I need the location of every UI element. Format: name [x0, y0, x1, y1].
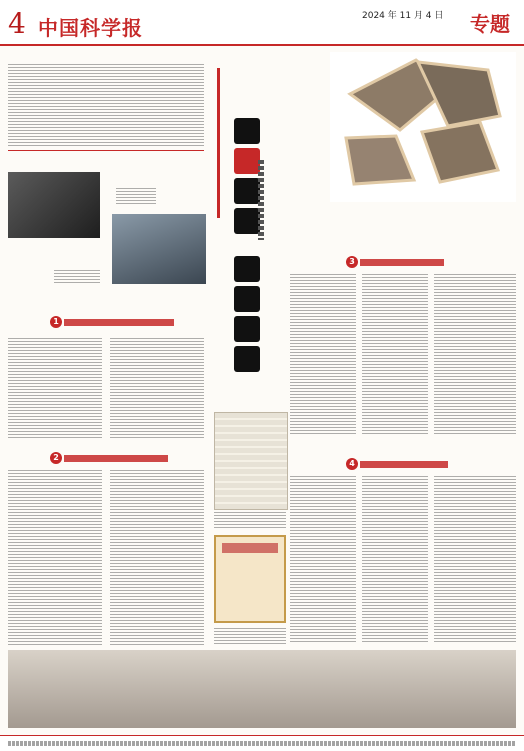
- headline-glyph: [234, 118, 260, 144]
- section-1-text-b: [110, 338, 204, 438]
- photo-caption-1: [116, 188, 156, 204]
- steel-pieces-illustration: [330, 52, 516, 202]
- section-number: 3: [346, 256, 358, 268]
- headline-glyph: [234, 346, 260, 372]
- headline-glyph: [234, 316, 260, 342]
- section-title-bar: [360, 461, 448, 468]
- section-label: 专题: [470, 12, 510, 36]
- headline-glyph: [234, 208, 260, 234]
- headline-glyph: [234, 286, 260, 312]
- section-1-header: [50, 316, 200, 328]
- portrait-photo-2: [112, 214, 206, 284]
- section-1-text-a: [8, 338, 102, 438]
- masthead: [0, 0, 524, 46]
- document-photo-1: [214, 412, 288, 510]
- footer-info: [8, 741, 516, 746]
- section-title-bar: [64, 319, 174, 326]
- portrait-photo-1: [8, 172, 100, 238]
- headline-glyph: [234, 256, 260, 282]
- section-2-text-b: [110, 470, 204, 646]
- rare-earth-steel-photo: [330, 52, 516, 202]
- section-3-text-a: [290, 274, 356, 436]
- section-4-text-c: [434, 476, 516, 644]
- section-4-text-a: [290, 476, 356, 644]
- section-3-text-b: [362, 274, 428, 436]
- newspaper-logo: 中国科学报: [38, 16, 143, 40]
- section-3-header: [346, 256, 496, 268]
- certificate-photo: [214, 535, 286, 623]
- section-2-header: [50, 452, 200, 464]
- certificate-caption: [214, 628, 286, 644]
- headline-glyph: [234, 178, 260, 204]
- headline: [228, 118, 280, 368]
- section-number: 1: [50, 316, 62, 328]
- byline: [258, 160, 264, 240]
- certificate-title-mark: [222, 543, 278, 553]
- section-number: 2: [50, 452, 62, 464]
- section-3-text-c: [434, 274, 516, 436]
- photo-caption-2: [54, 270, 100, 284]
- intro-text: [8, 64, 204, 146]
- bottom-background-image: [8, 650, 516, 728]
- section-2-text-a: [8, 470, 102, 646]
- section-4-header: [346, 458, 496, 470]
- page-number: 4: [8, 7, 26, 40]
- divider: [8, 150, 204, 151]
- section-title-bar: [64, 455, 168, 462]
- document-photo-1-caption: [214, 512, 286, 530]
- footer: [0, 735, 524, 751]
- section-title-bar: [360, 259, 444, 266]
- headline-accent-bar: [217, 68, 220, 218]
- section-4-text-b: [362, 476, 428, 644]
- headline-glyph: [234, 148, 260, 174]
- issue-date: 2024 年 11 月 4 日: [362, 11, 444, 21]
- section-number: 4: [346, 458, 358, 470]
